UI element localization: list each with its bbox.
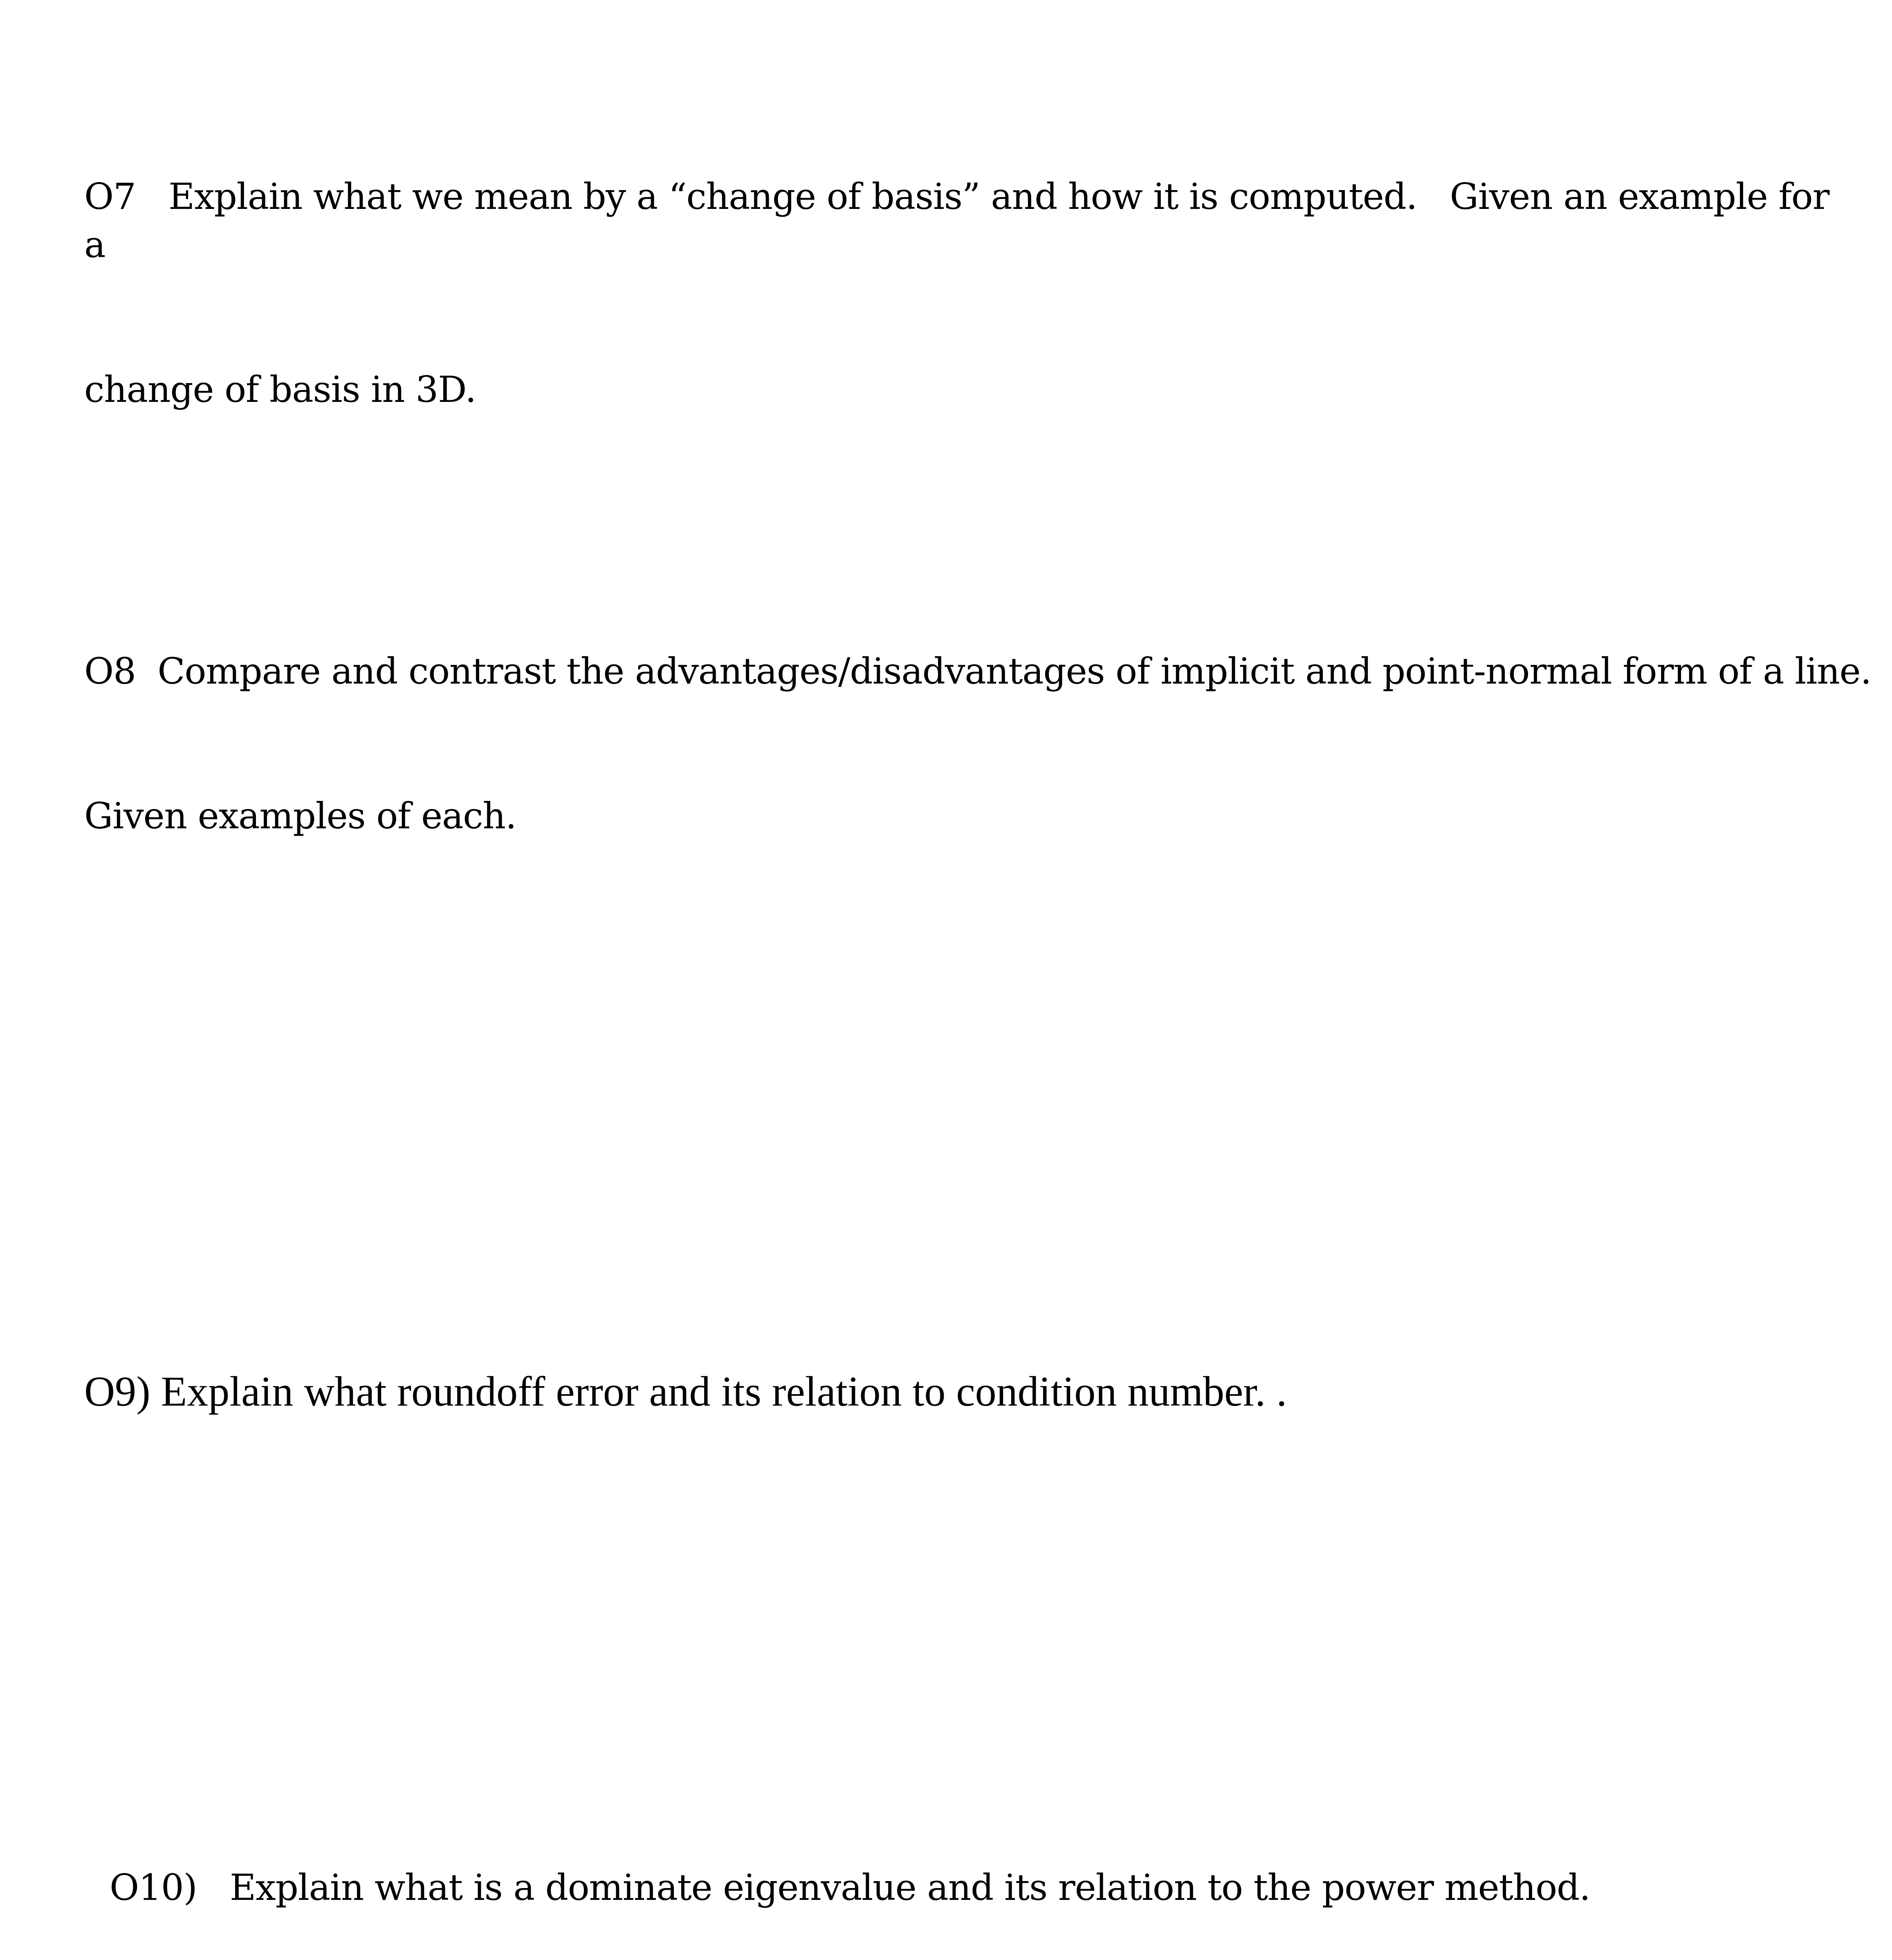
question-o9	[84, 1269, 1843, 1465]
question-o8-line-2: Given examples of each.	[84, 795, 516, 837]
question-o10-line-1: O10) Explain what is a dominate eigenvalue and its relation to the power method.	[110, 1866, 1590, 1908]
question-o7-line-1: O7 Explain what we mean by a “change of basis” and how it is computed. Given an example for a	[84, 175, 1840, 266]
question-o10	[110, 1767, 1868, 1960]
question-o8-line-1: O8 Compare and contrast the advantages/disadvantages of implicit and point-normal form of a line.	[84, 650, 1872, 692]
question-o7	[84, 76, 1843, 462]
question-o7-line-2: change of basis in 3D.	[84, 368, 476, 410]
question-o8	[84, 551, 1883, 888]
question-o9-line-1: O9) Explain what roundoff error and its relation to condition number. .	[84, 1368, 1287, 1415]
